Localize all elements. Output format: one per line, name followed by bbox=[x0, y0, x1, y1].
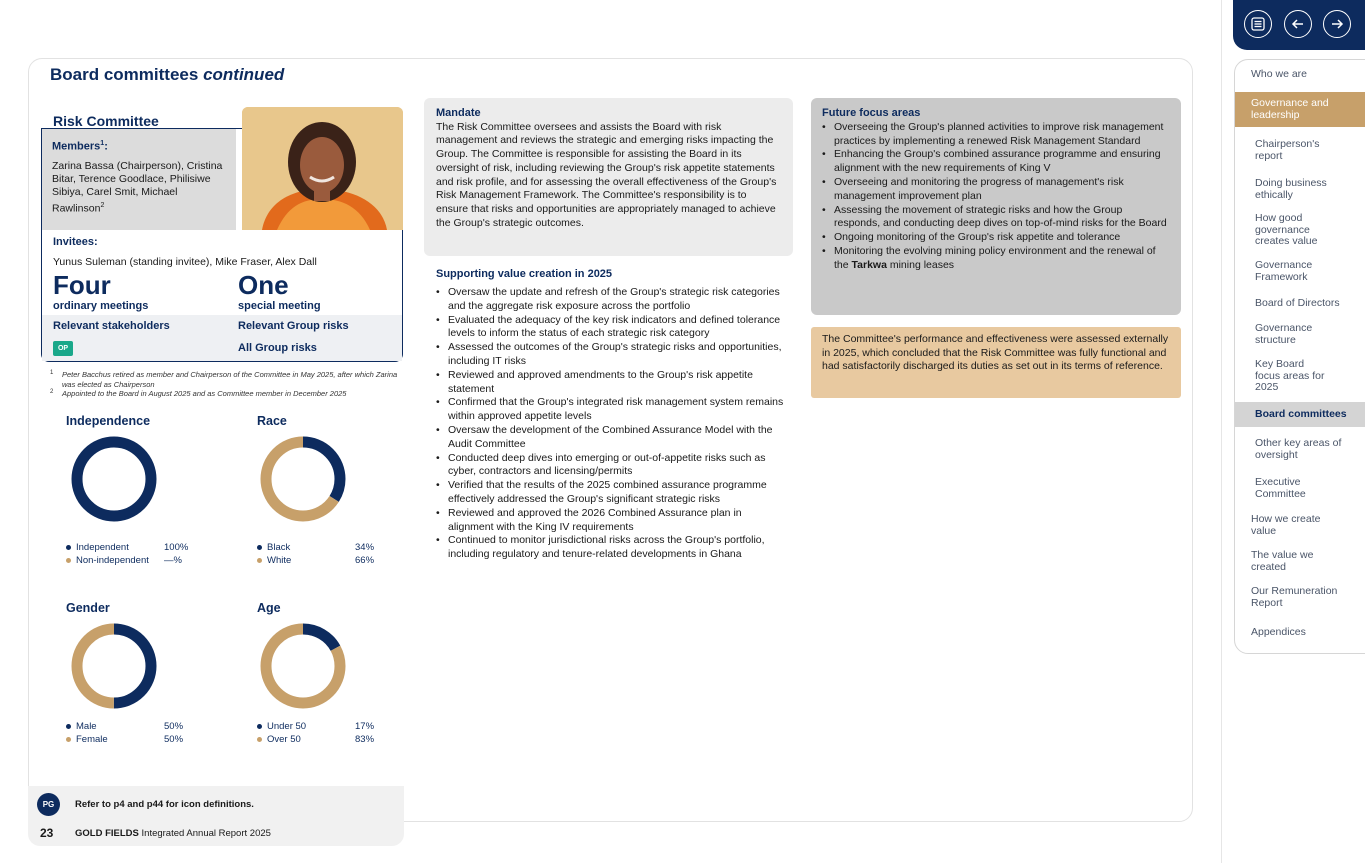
age-chart-title: Age bbox=[257, 601, 281, 615]
footnote-2: 2 Appointed to the Board in August 2025 and as Committee member in December 2025 bbox=[50, 389, 347, 398]
list-item: • Overseeing and monitoring the progress of management's risk management improvement plan bbox=[822, 176, 1170, 204]
legend-item-black: Black 34% bbox=[257, 541, 374, 554]
nav-item-the-value-we-created[interactable]: The value we created bbox=[1251, 549, 1314, 573]
group-risks-label: Relevant Group risks bbox=[238, 320, 349, 332]
op-stakeholder-badge: OP bbox=[53, 341, 73, 356]
list-item: • Ongoing monitoring of the Group's risk appetite and tolerance bbox=[822, 231, 1170, 245]
invitees-list: Yunus Suleman (standing invitee), Mike Fraser, Alex Dall bbox=[53, 256, 317, 268]
members-panel bbox=[42, 129, 236, 230]
list-item: • Reviewed and approved amendments to the Group's risk appetite statement bbox=[436, 369, 790, 397]
ordinary-meetings-label: ordinary meetings bbox=[53, 300, 149, 312]
stakeholders-label: Relevant stakeholders bbox=[53, 320, 170, 332]
nav-toolbar bbox=[1233, 0, 1365, 50]
legend-item-female: Female 50% bbox=[66, 733, 183, 746]
list-item: • Monitoring the evolving mining policy environment and the renewal of the Tarkwa mining leases bbox=[822, 245, 1170, 273]
nav-item-key-board-focus-areas[interactable]: Key Board focus areas for 2025 bbox=[1255, 358, 1325, 393]
contents-button[interactable] bbox=[1244, 10, 1272, 38]
race-legend bbox=[257, 541, 374, 567]
gender-chart-title: Gender bbox=[66, 601, 110, 615]
list-item: • Assessing the movement of strategic risks and how the Group responds, and conducting deep dives on top-of-mind risks for the Board bbox=[822, 204, 1170, 232]
list-item: • Evaluated the adequacy of the key risk indicators and defined tolerance levels to inform the status of each strategic risk category bbox=[436, 314, 790, 342]
supporting-value-list bbox=[436, 286, 790, 562]
contents-list-icon bbox=[1250, 16, 1266, 32]
nav-item-governance-framework[interactable]: Governance Framework bbox=[1255, 259, 1313, 283]
nav-item-doing-business-ethically[interactable]: Doing business ethically bbox=[1255, 177, 1327, 201]
nav-item-how-good-governance[interactable]: How good governance creates value bbox=[1255, 212, 1318, 247]
age-donut bbox=[258, 621, 348, 711]
legend-item-white: White 66% bbox=[257, 554, 374, 567]
invitees-label: Invitees: bbox=[53, 236, 98, 248]
pg-icon: PG bbox=[37, 793, 60, 816]
page-title: Board committees continued bbox=[50, 65, 285, 84]
assessment-box: The Committee's performance and effectiveness were assessed externally in 2025, which concluded that the Risk Committee was fully functional and had satisfactorily discharged its duties as set out in its terms of reference. bbox=[811, 327, 1181, 398]
gender-donut bbox=[69, 621, 159, 711]
independence-chart-title: Independence bbox=[66, 414, 151, 428]
nav-item-governance-structure[interactable]: Governance structure bbox=[1255, 322, 1313, 346]
nav-item-chairpersons-report[interactable]: Chairperson's report bbox=[1255, 138, 1320, 162]
list-item: • Continued to monitor jurisdictional risks across the Group's portfolio, including regulatory and tenure-related developments in Ghana bbox=[436, 534, 790, 562]
arrow-right-icon bbox=[1329, 16, 1345, 32]
footnotes bbox=[50, 370, 400, 399]
chairperson-photo bbox=[242, 107, 403, 230]
nav-item-board-committees[interactable]: Board committees bbox=[1255, 408, 1347, 420]
special-meeting-count: One bbox=[238, 270, 289, 300]
legend-item-over-50: Over 50 83% bbox=[257, 733, 374, 746]
list-item: • Enhancing the Group's combined assurance programme and ensuring alignment with the new requirements of King V bbox=[822, 148, 1170, 176]
list-item: • Conducted deep dives into emerging or out-of-appetite risks such as cyber, contractors and licensing/permits bbox=[436, 452, 790, 480]
mandate-text: The Risk Committee oversees and assists the Board with risk management and reviews the strategic and emerging risks impacting the Group. The Committee is responsible for assisting the Board in its oversight of risk, including reviewing the Group's risk appetite statements and risk profile, and for assessing the overall effectiveness of the Group's Risk Management Framework. The Committee's responsibility is to ensure that risks and opportunities are appropriately managed to achieve the Group's strategic outcomes. bbox=[436, 120, 777, 229]
risk-committee-heading: Risk Committee bbox=[53, 113, 159, 129]
footnote-1: 1 Peter Bacchus retired as member and Chairperson of the Committee in May 2025, after which Zarina was elected as Chairperson bbox=[50, 370, 398, 389]
legend-item-independent: Independent 100% bbox=[66, 541, 188, 554]
legend-item-non-independent: Non-independent —% bbox=[66, 554, 188, 567]
list-item: • Oversaw the development of the Combined Assurance Model with the Audit Committee bbox=[436, 424, 790, 452]
members-label: Members$^1$: bbox=[52, 140, 108, 153]
donut-slice-independent bbox=[77, 442, 151, 516]
page-number: 23 bbox=[40, 826, 54, 840]
list-item: • Confirmed that the Group's integrated risk management system remains within approved appetite levels bbox=[436, 396, 790, 424]
nav-item-who-we-are[interactable]: Who we are bbox=[1251, 68, 1308, 80]
list-item: • Reviewed and approved the 2026 Combined Assurance plan in alignment with the King IV requirements bbox=[436, 507, 790, 535]
icon-definitions-note: Refer to p4 and p44 for icon definitions. bbox=[75, 799, 254, 810]
legend-item-male: Male 50% bbox=[66, 720, 183, 733]
arrow-left-icon bbox=[1290, 16, 1306, 32]
group-risks-value: All Group risks bbox=[238, 342, 317, 354]
list-item: • Verified that the results of the 2025 combined assurance programme effectively addressed the Group's significant strategic risks bbox=[436, 479, 790, 507]
race-chart-title: Race bbox=[257, 414, 287, 428]
mandate-heading: Mandate bbox=[436, 107, 481, 119]
independence-donut bbox=[69, 434, 159, 524]
report-name: GOLD FIELDS Integrated Annual Report 2025 bbox=[75, 828, 271, 839]
supporting-value-heading: Supporting value creation in 2025 bbox=[436, 268, 613, 280]
list-item: • Oversaw the update and refresh of the Group's strategic risk categories and the aggregate risk exposure across the portfolio bbox=[436, 286, 790, 314]
previous-page-button[interactable] bbox=[1284, 10, 1312, 38]
nav-item-remuneration-report[interactable]: Our Remuneration Report bbox=[1251, 585, 1338, 609]
future-focus-list bbox=[822, 121, 1170, 273]
nav-item-board-of-directors[interactable]: Board of Directors bbox=[1255, 297, 1340, 309]
race-donut bbox=[258, 434, 348, 524]
gender-legend bbox=[66, 720, 183, 746]
ordinary-meetings-count: Four bbox=[53, 270, 111, 300]
nav-item-governance-and-leadership[interactable]: Governance and leadership bbox=[1251, 97, 1329, 121]
list-item: • Assessed the outcomes of the Group's strategic risks and opportunities, including IT risks bbox=[436, 341, 790, 369]
legend-item-under-50: Under 50 17% bbox=[257, 720, 374, 733]
members-list: Zarina Bassa (Chairperson), Cristina Bitar, Terence Goodlace, Philisiwe Sibiya, Carel Smit, Michael Rawlinson$^2$ bbox=[52, 159, 223, 215]
future-focus-box bbox=[811, 98, 1181, 315]
nav-item-executive-committee[interactable]: Executive Committee bbox=[1255, 476, 1306, 500]
independence-legend bbox=[66, 541, 188, 567]
list-item: • Overseeing the Group's planned activities to improve risk management practices by implementing a renewed Risk Management Standard bbox=[822, 121, 1170, 149]
special-meeting-label: special meeting bbox=[238, 300, 321, 312]
nav-item-how-we-create-value[interactable]: How we create value bbox=[1251, 513, 1321, 537]
nav-item-other-key-areas[interactable]: Other key areas of oversight bbox=[1255, 437, 1342, 461]
nav-item-appendices[interactable]: Appendices bbox=[1251, 626, 1306, 638]
future-focus-heading: Future focus areas bbox=[822, 107, 921, 119]
age-legend bbox=[257, 720, 374, 746]
mandate-box bbox=[424, 98, 793, 256]
next-page-button[interactable] bbox=[1323, 10, 1351, 38]
nav-divider bbox=[1221, 0, 1222, 863]
